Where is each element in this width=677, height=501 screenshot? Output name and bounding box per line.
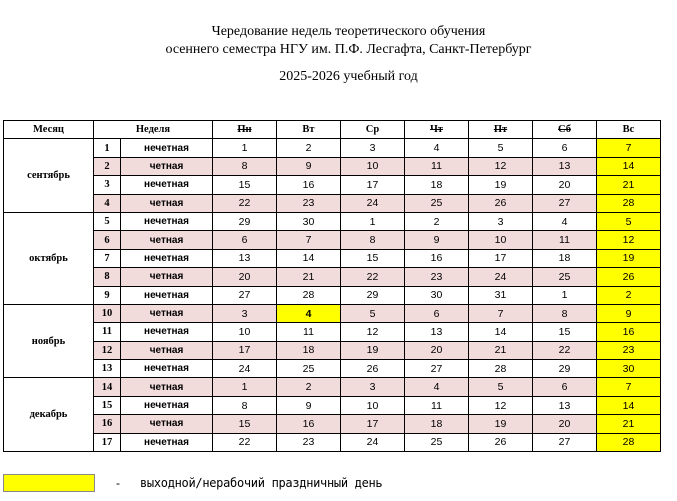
day-cell-sunday: 21: [597, 176, 661, 194]
month-cell: декабрь: [4, 378, 94, 452]
week-parity-cell: четная: [121, 378, 213, 396]
day-cell: 19: [469, 176, 533, 194]
header-week: Неделя: [94, 121, 213, 139]
day-cell: 10: [341, 157, 405, 175]
day-cell: 15: [533, 323, 597, 341]
day-cell: 1: [213, 378, 277, 396]
table-row: [4, 249, 661, 267]
day-cell: 27: [533, 433, 597, 451]
table-row: [4, 378, 661, 396]
day-cell: 4: [405, 139, 469, 157]
day-cell: 12: [341, 323, 405, 341]
day-cell: 20: [213, 268, 277, 286]
day-cell: 17: [213, 341, 277, 359]
day-cell: 23: [277, 433, 341, 451]
day-cell: 24: [213, 360, 277, 378]
day-cell: 20: [533, 415, 597, 433]
day-cell: 12: [469, 396, 533, 414]
header-month: Месяц: [4, 121, 94, 139]
day-cell-sunday: 28: [597, 194, 661, 212]
day-cell: 27: [533, 194, 597, 212]
day-cell: 5: [469, 139, 533, 157]
day-cell: 24: [341, 194, 405, 212]
day-cell: 17: [341, 415, 405, 433]
day-cell: 10: [341, 396, 405, 414]
week-number-cell: 3: [94, 176, 121, 194]
day-cell: 19: [341, 341, 405, 359]
day-cell: 13: [533, 157, 597, 175]
day-cell: 21: [469, 341, 533, 359]
day-cell: 18: [405, 415, 469, 433]
day-cell: 11: [533, 231, 597, 249]
week-number-cell: 11: [94, 323, 121, 341]
day-cell-sunday: 30: [597, 360, 661, 378]
day-cell: 2: [277, 378, 341, 396]
table-row: [4, 157, 661, 175]
week-number-cell: 10: [94, 304, 121, 322]
week-parity-cell: нечетная: [121, 323, 213, 341]
week-alternation-table: [3, 120, 661, 452]
day-cell: 17: [341, 176, 405, 194]
week-number-cell: 4: [94, 194, 121, 212]
header-mon: Пн: [213, 121, 277, 139]
day-cell: 13: [213, 249, 277, 267]
day-cell: 5: [469, 378, 533, 396]
day-cell: 23: [405, 268, 469, 286]
day-cell: 1: [213, 139, 277, 157]
day-cell: 26: [341, 360, 405, 378]
day-cell: 22: [213, 194, 277, 212]
day-cell-sunday: 2: [597, 286, 661, 304]
table-row: [4, 341, 661, 359]
day-cell: 13: [405, 323, 469, 341]
day-cell: 14: [469, 323, 533, 341]
title-line-1: Чередование недель теоретического обучения: [211, 24, 486, 39]
day-cell: 15: [341, 249, 405, 267]
day-cell: 16: [405, 249, 469, 267]
week-number-cell: 5: [94, 212, 121, 230]
day-cell: 3: [341, 139, 405, 157]
week-number-cell: 14: [94, 378, 121, 396]
day-cell: 10: [213, 323, 277, 341]
week-parity-cell: четная: [121, 341, 213, 359]
day-cell: 12: [469, 157, 533, 175]
day-cell: 28: [277, 286, 341, 304]
day-cell: 3: [341, 378, 405, 396]
day-cell: 24: [341, 433, 405, 451]
week-parity-cell: нечетная: [121, 433, 213, 451]
academic-year: 2025-2026 учебный год: [279, 69, 418, 84]
table-row: [4, 304, 661, 322]
day-cell: 9: [277, 157, 341, 175]
day-cell: 11: [405, 157, 469, 175]
table-row: [4, 176, 661, 194]
day-cell: 18: [277, 341, 341, 359]
day-cell: 4: [405, 378, 469, 396]
legend-swatch-holiday: [3, 474, 95, 492]
table-row: [4, 323, 661, 341]
table-row: [4, 231, 661, 249]
table-row: [4, 415, 661, 433]
day-cell: 1: [533, 286, 597, 304]
month-cell: октябрь: [4, 212, 94, 304]
day-cell-sunday: 23: [597, 341, 661, 359]
day-cell: 8: [213, 157, 277, 175]
week-parity-cell: нечетная: [121, 360, 213, 378]
week-number-cell: 15: [94, 396, 121, 414]
week-parity-cell: четная: [121, 304, 213, 322]
day-cell: 10: [469, 231, 533, 249]
week-parity-cell: нечетная: [121, 396, 213, 414]
day-cell: 30: [277, 212, 341, 230]
day-cell-sunday: 26: [597, 268, 661, 286]
table-header-row: [4, 121, 661, 139]
day-cell: 15: [213, 415, 277, 433]
day-cell: 25: [405, 433, 469, 451]
day-cell: 25: [277, 360, 341, 378]
header-tue: Вт: [277, 121, 341, 139]
week-number-cell: 8: [94, 268, 121, 286]
day-cell: 23: [277, 194, 341, 212]
day-cell-sunday: 5: [597, 212, 661, 230]
day-cell: 2: [405, 212, 469, 230]
day-cell: 16: [277, 415, 341, 433]
week-parity-cell: нечетная: [121, 139, 213, 157]
day-cell: 21: [277, 268, 341, 286]
table-row: [4, 268, 661, 286]
day-cell: 7: [277, 231, 341, 249]
day-cell: 22: [213, 433, 277, 451]
day-cell: 16: [277, 176, 341, 194]
week-number-cell: 7: [94, 249, 121, 267]
month-cell: сентябрь: [4, 139, 94, 213]
day-cell: 14: [277, 249, 341, 267]
day-cell: 26: [469, 194, 533, 212]
day-cell: 25: [405, 194, 469, 212]
day-cell: 27: [213, 286, 277, 304]
day-cell-sunday: 14: [597, 157, 661, 175]
week-number-cell: 16: [94, 415, 121, 433]
week-number-cell: 6: [94, 231, 121, 249]
day-cell: 29: [533, 360, 597, 378]
day-cell: 29: [341, 286, 405, 304]
day-cell-sunday: 12: [597, 231, 661, 249]
day-cell: 20: [405, 341, 469, 359]
day-cell: 6: [405, 304, 469, 322]
week-parity-cell: четная: [121, 194, 213, 212]
day-cell-sunday: 7: [597, 139, 661, 157]
day-cell: 15: [213, 176, 277, 194]
day-cell: 25: [533, 268, 597, 286]
day-cell-sunday: 21: [597, 415, 661, 433]
day-cell: 17: [469, 249, 533, 267]
week-number-cell: 1: [94, 139, 121, 157]
week-parity-cell: четная: [121, 157, 213, 175]
week-parity-cell: нечетная: [121, 212, 213, 230]
header-fri: Пт: [469, 121, 533, 139]
day-cell: 28: [469, 360, 533, 378]
legend-text: выходной/нерабочий праздничный день: [140, 476, 383, 490]
day-cell: 6: [533, 378, 597, 396]
day-cell: 26: [469, 433, 533, 451]
day-cell-sunday: 9: [597, 304, 661, 322]
day-cell: 5: [341, 304, 405, 322]
day-cell: 9: [277, 396, 341, 414]
day-cell-sunday: 14: [597, 396, 661, 414]
week-number-cell: 2: [94, 157, 121, 175]
day-cell: 3: [213, 304, 277, 322]
day-cell: 11: [405, 396, 469, 414]
header-sat: Сб: [533, 121, 597, 139]
day-cell: 4: [277, 304, 341, 322]
title-line-2: осеннего семестра НГУ им. П.Ф. Лесгафта, Санкт-Петербург: [165, 42, 532, 57]
day-cell: 19: [469, 415, 533, 433]
day-cell: 4: [533, 212, 597, 230]
table-row: [4, 433, 661, 451]
day-cell: 8: [533, 304, 597, 322]
day-cell: 22: [341, 268, 405, 286]
header-wed: Ср: [341, 121, 405, 139]
day-cell: 3: [469, 212, 533, 230]
day-cell: 27: [405, 360, 469, 378]
table-row: [4, 286, 661, 304]
day-cell: 13: [533, 396, 597, 414]
day-cell-sunday: 19: [597, 249, 661, 267]
week-number-cell: 9: [94, 286, 121, 304]
header-sun: Вс: [597, 121, 661, 139]
day-cell: 8: [213, 396, 277, 414]
table-row: [4, 139, 661, 157]
day-cell-sunday: 16: [597, 323, 661, 341]
week-parity-cell: четная: [121, 415, 213, 433]
month-cell: ноябрь: [4, 304, 94, 378]
week-number-cell: 12: [94, 341, 121, 359]
header-thu: Чт: [405, 121, 469, 139]
day-cell-sunday: 28: [597, 433, 661, 451]
day-cell: 2: [277, 139, 341, 157]
day-cell: 20: [533, 176, 597, 194]
day-cell: 7: [469, 304, 533, 322]
table-row: [4, 396, 661, 414]
table-row: [4, 194, 661, 212]
day-cell: 31: [469, 286, 533, 304]
week-parity-cell: нечетная: [121, 249, 213, 267]
table-row: [4, 212, 661, 230]
day-cell: 22: [533, 341, 597, 359]
day-cell: 9: [405, 231, 469, 249]
week-parity-cell: четная: [121, 231, 213, 249]
table-row: [4, 360, 661, 378]
legend-dash: -: [116, 476, 120, 490]
week-parity-cell: нечетная: [121, 176, 213, 194]
week-parity-cell: четная: [121, 268, 213, 286]
day-cell: 29: [213, 212, 277, 230]
day-cell: 8: [341, 231, 405, 249]
day-cell: 18: [533, 249, 597, 267]
week-parity-cell: нечетная: [121, 286, 213, 304]
day-cell: 30: [405, 286, 469, 304]
day-cell: 6: [533, 139, 597, 157]
day-cell: 24: [469, 268, 533, 286]
week-number-cell: 17: [94, 433, 121, 451]
day-cell: 1: [341, 212, 405, 230]
day-cell: 6: [213, 231, 277, 249]
day-cell-sunday: 7: [597, 378, 661, 396]
week-number-cell: 13: [94, 360, 121, 378]
day-cell: 18: [405, 176, 469, 194]
day-cell: 11: [277, 323, 341, 341]
